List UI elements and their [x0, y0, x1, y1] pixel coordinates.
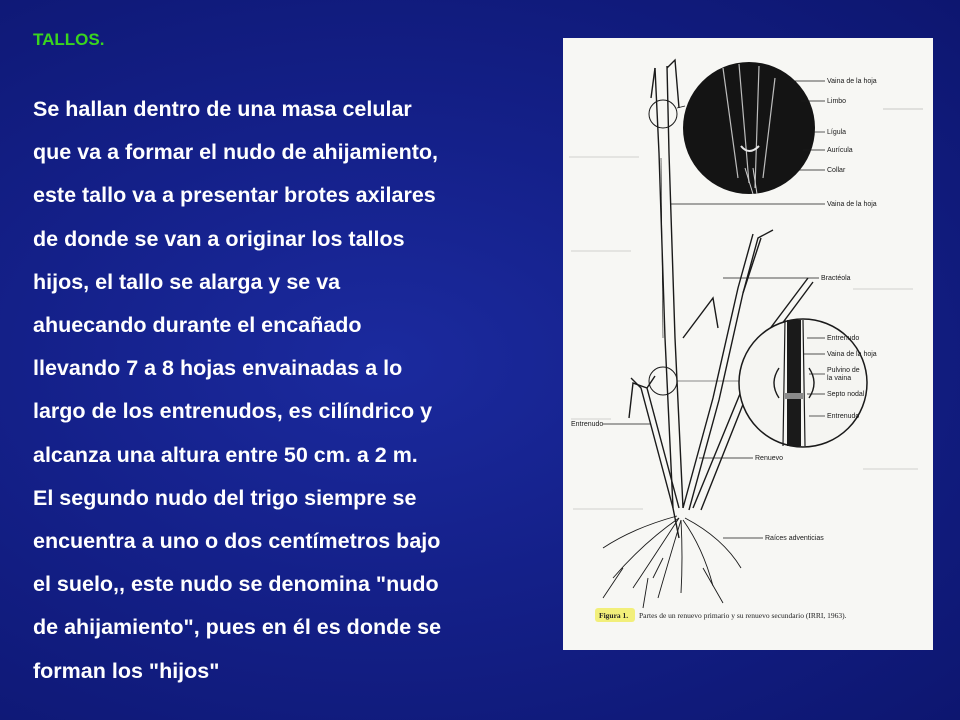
text-line: encuentra a uno o dos centímetros bajo — [33, 529, 441, 554]
label-bracteola: Bractéola — [821, 275, 851, 282]
label-collar: Collar — [827, 167, 846, 174]
label-pulvino-2: la vaina — [827, 375, 852, 382]
label-limbo: Limbo — [827, 98, 847, 105]
caption-label: Figura 1. — [599, 611, 629, 620]
text-line: largo de los entrenudos, es cilíndrico y — [33, 399, 433, 424]
plant-figure — [563, 38, 933, 650]
node-circle-bottom — [649, 367, 677, 395]
text-line: el suelo,, este nudo se denomina "nudo — [33, 572, 439, 597]
plant-diagram — [563, 38, 933, 650]
label-pulvino: Pulvino de — [827, 367, 860, 374]
caption-text: Partes de un renuevo primario y su renuevo secundario (IRRI, 1963). — [639, 611, 847, 620]
text-line: que va a formar el nudo de ahijamiento, — [33, 140, 439, 165]
text-line: El segundo nudo del trigo siempre se — [33, 485, 417, 510]
label-renuevo: Renuevo — [755, 455, 784, 462]
body-paragraph — [33, 88, 553, 693]
label-vaina-bottom: Vaina de la hoja — [827, 201, 877, 208]
label-vaina-right: Vaina de la hoja — [827, 351, 877, 358]
slide-title: TALLOS. — [33, 30, 105, 49]
node-circle-top — [649, 100, 677, 128]
text-line: de ahijamiento", pues en él es donde se — [33, 615, 442, 640]
main-stem — [651, 60, 683, 538]
roots — [603, 516, 741, 608]
label-auricula: Aurícula — [827, 147, 853, 154]
text-line: este tallo va a presentar brotes axilares — [33, 183, 436, 208]
text-line: llevando 7 a 8 hojas envainadas a lo — [33, 356, 403, 381]
text-line: forman los "hijos" — [33, 658, 220, 683]
label-raices: Raíces adventicias — [765, 535, 824, 542]
text-line: alcanza una altura entre 50 cm. a 2 m. — [33, 442, 418, 467]
text-line: Se hallan dentro de una masa celular — [33, 97, 412, 121]
label-entrenudo-right-1: Entrenudo — [827, 335, 860, 342]
label-septo: Septo nodal — [827, 391, 865, 398]
text-line: ahuecando durante el encañado — [33, 313, 362, 338]
label-vaina-top: Vaina de la hoja — [827, 78, 877, 85]
label-entrenudo-left: Entrenudo — [571, 421, 604, 428]
magnified-node-top — [683, 62, 815, 194]
label-entrenudo-right-2: Entrenudo — [827, 413, 860, 420]
text-line: de donde se van a originar los tallos — [33, 226, 405, 251]
label-ligula: Lígula — [827, 129, 847, 136]
text-line: hijos, el tallo se alarga y se va — [33, 269, 341, 294]
